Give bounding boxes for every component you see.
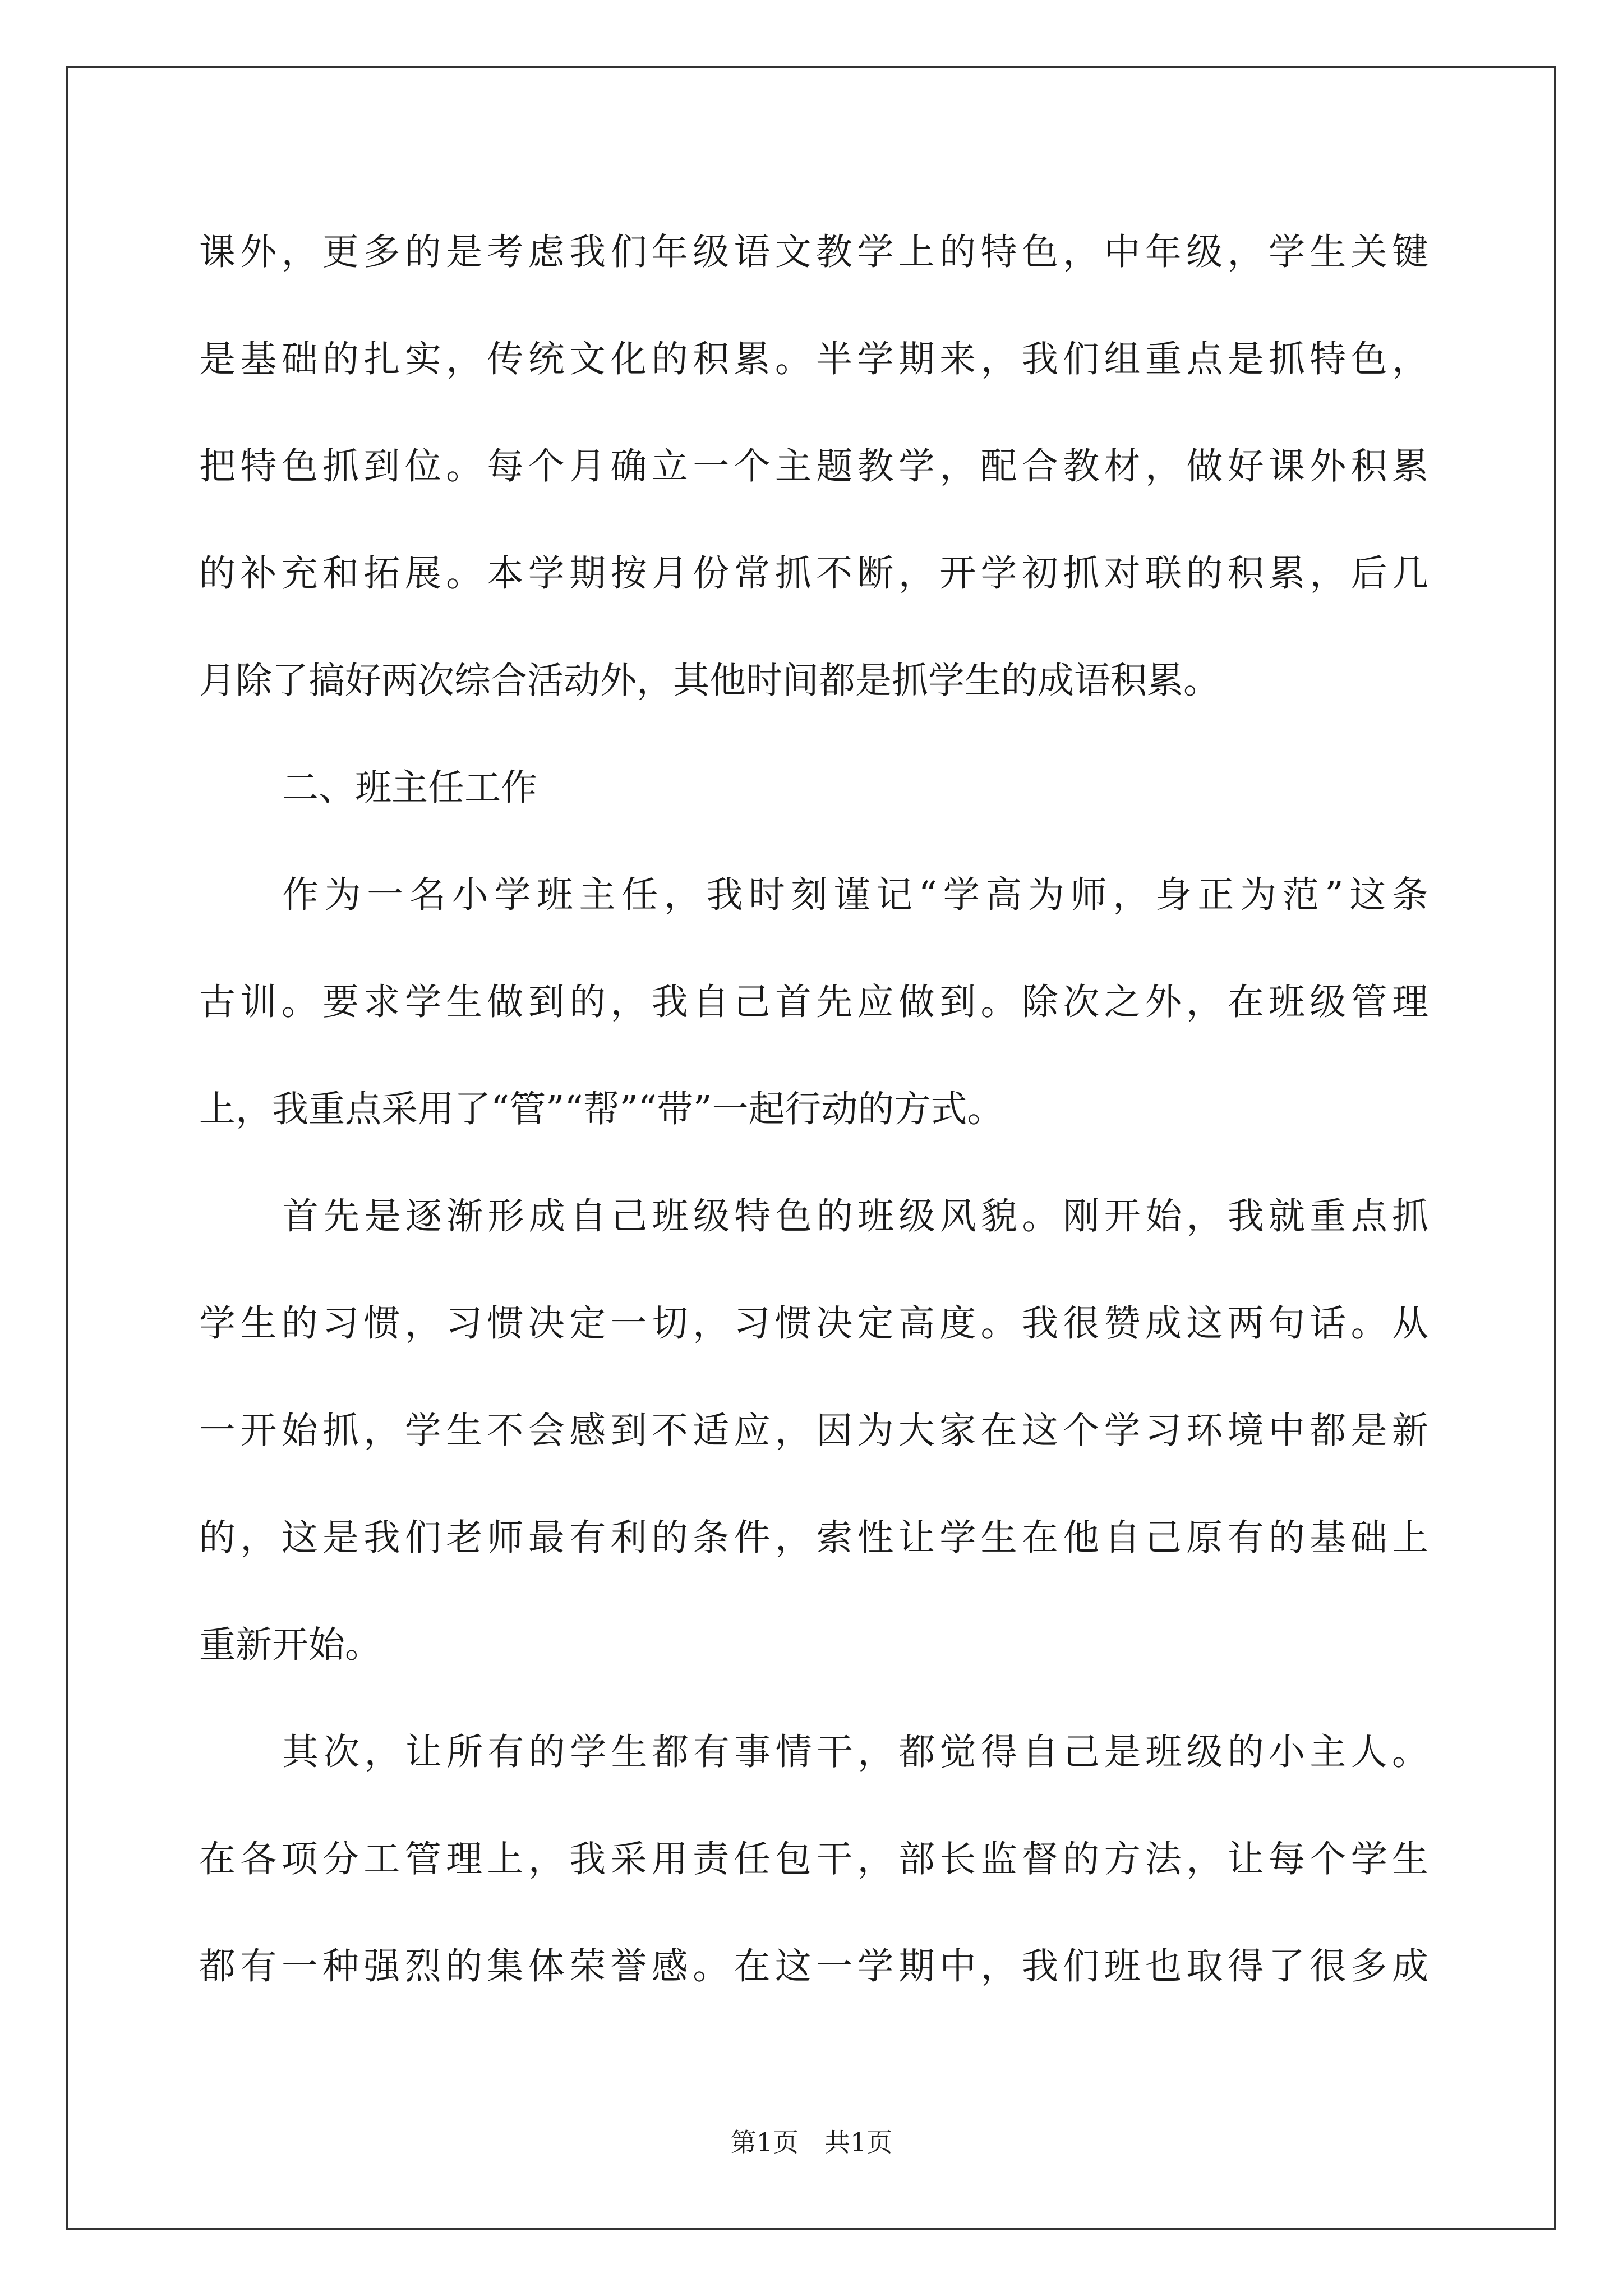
text-line: 学生的习惯，习惯决定一切，习惯决定高度。我很赞成这两句话。从 xyxy=(199,1303,1428,1345)
text-line: 作为一名小学班主任，我时刻谨记“学高为师，身正为范”这条 xyxy=(282,874,1428,916)
text-line: 都有一种强烈的集体荣誉感。在这一学期中，我们班也取得了很多成 xyxy=(199,1945,1428,1987)
text-line: 的补充和拓展。本学期按月份常抓不断，开学初抓对联的积累，后几 xyxy=(199,553,1428,595)
text-line: 的，这是我们老师最有利的条件，索性让学生在他自己原有的基础上 xyxy=(199,1517,1428,1559)
section-heading: 二、班主任工作 xyxy=(282,767,538,809)
text-line: 一开始抓，学生不会感到不适应，因为大家在这个学习环境中都是新 xyxy=(199,1410,1428,1452)
text-line: 课外，更多的是考虑我们年级语文教学上的特色，中年级，学生关键 xyxy=(199,231,1428,273)
text-line: 月除了搞好两次综合活动外，其他时间都是抓学生的成语积累。 xyxy=(199,660,1220,702)
page-border xyxy=(66,66,1556,2230)
text-line: 上，我重点采用了“管”“帮”“带”一起行动的方式。 xyxy=(199,1088,1004,1130)
text-line: 是基础的扎实，传统文化的积累。半学期来，我们组重点是抓特色， xyxy=(199,338,1428,380)
text-line: 古训。要求学生做到的，我自己首先应做到。除次之外，在班级管理 xyxy=(199,981,1428,1023)
text-line: 首先是逐渐形成自己班级特色的班级风貌。刚开始，我就重点抓 xyxy=(282,1195,1428,1237)
text-line: 把特色抓到位。每个月确立一个主题教学，配合教材，做好课外积累 xyxy=(199,445,1428,487)
text-line: 重新开始。 xyxy=(199,1624,382,1666)
text-line: 其次，让所有的学生都有事情干，都觉得自己是班级的小主人。 xyxy=(282,1731,1428,1773)
text-line: 在各项分工管理上，我采用责任包干，部长监督的方法，让每个学生 xyxy=(199,1838,1428,1880)
page-number: 第1页 共1页 xyxy=(730,2127,893,2157)
